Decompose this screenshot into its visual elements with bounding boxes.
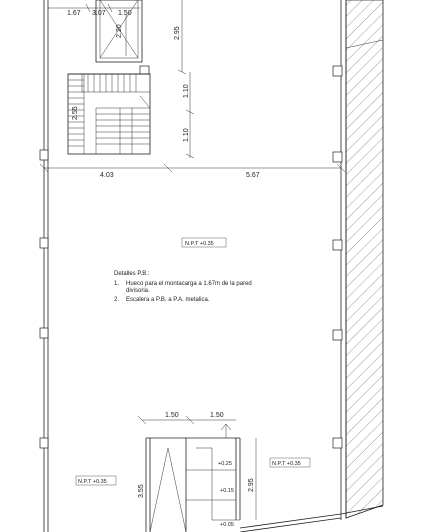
level-step-3: +0.05 — [220, 522, 234, 528]
shaft-right-dimension — [174, 0, 186, 74]
level-step-2: +0.15 — [220, 488, 234, 494]
span-dimension — [40, 164, 345, 179]
level-step-1: +0.25 — [218, 461, 232, 467]
staircase — [68, 74, 150, 154]
note-2-num: 2. — [114, 297, 120, 303]
dim-bottom-top-right: 1.50 — [210, 412, 224, 419]
dim-stair-upper: 1.10 — [183, 84, 190, 98]
dim-shaft-vert: 2.20 — [116, 24, 123, 38]
notes-block — [114, 271, 252, 303]
stair-right-dimension — [183, 72, 194, 158]
bottom-wall — [240, 506, 383, 532]
dim-bottom-right-vert: 2.95 — [248, 478, 255, 492]
note-1-num: 1. — [114, 281, 120, 287]
note-1-line-2: divisoria. — [126, 288, 150, 294]
dim-top-2: 3.07 — [92, 10, 106, 17]
bottom-right-dimension — [248, 438, 256, 520]
dim-stair-lower: 1.10 — [183, 128, 190, 142]
dim-bottom-left-vert: 3.55 — [138, 484, 145, 498]
dim-bottom-top-left: 1.50 — [165, 412, 179, 419]
columns — [40, 66, 342, 448]
level-bottom-right: N.P.T +0.35 — [272, 461, 301, 467]
dim-top-1: 1.67 — [67, 10, 81, 17]
dim-top-3: 1.50 — [118, 10, 132, 17]
level-bottom-left: N.P.T +0.35 — [78, 479, 107, 485]
left-wall — [44, 0, 48, 532]
dim-span-right: 5.67 — [246, 172, 260, 179]
dim-shaft-right: 2.95 — [174, 26, 181, 40]
note-1-line-1: Hueco para el montacarga a 1.67m de la pared — [126, 281, 252, 287]
dim-stair-small: 2.55 — [72, 106, 79, 120]
bottom-stair — [138, 438, 240, 532]
level-main: N.P.T +0.35 — [185, 241, 214, 247]
exterior-wall — [341, 0, 383, 520]
note-2-line-1: Escalera a P.B. a P.A. metalica. — [126, 297, 210, 303]
dim-span-left: 4.03 — [100, 172, 114, 179]
bottom-top-dimension — [138, 412, 236, 438]
notes-title: Detalles P.B.: — [114, 271, 150, 277]
